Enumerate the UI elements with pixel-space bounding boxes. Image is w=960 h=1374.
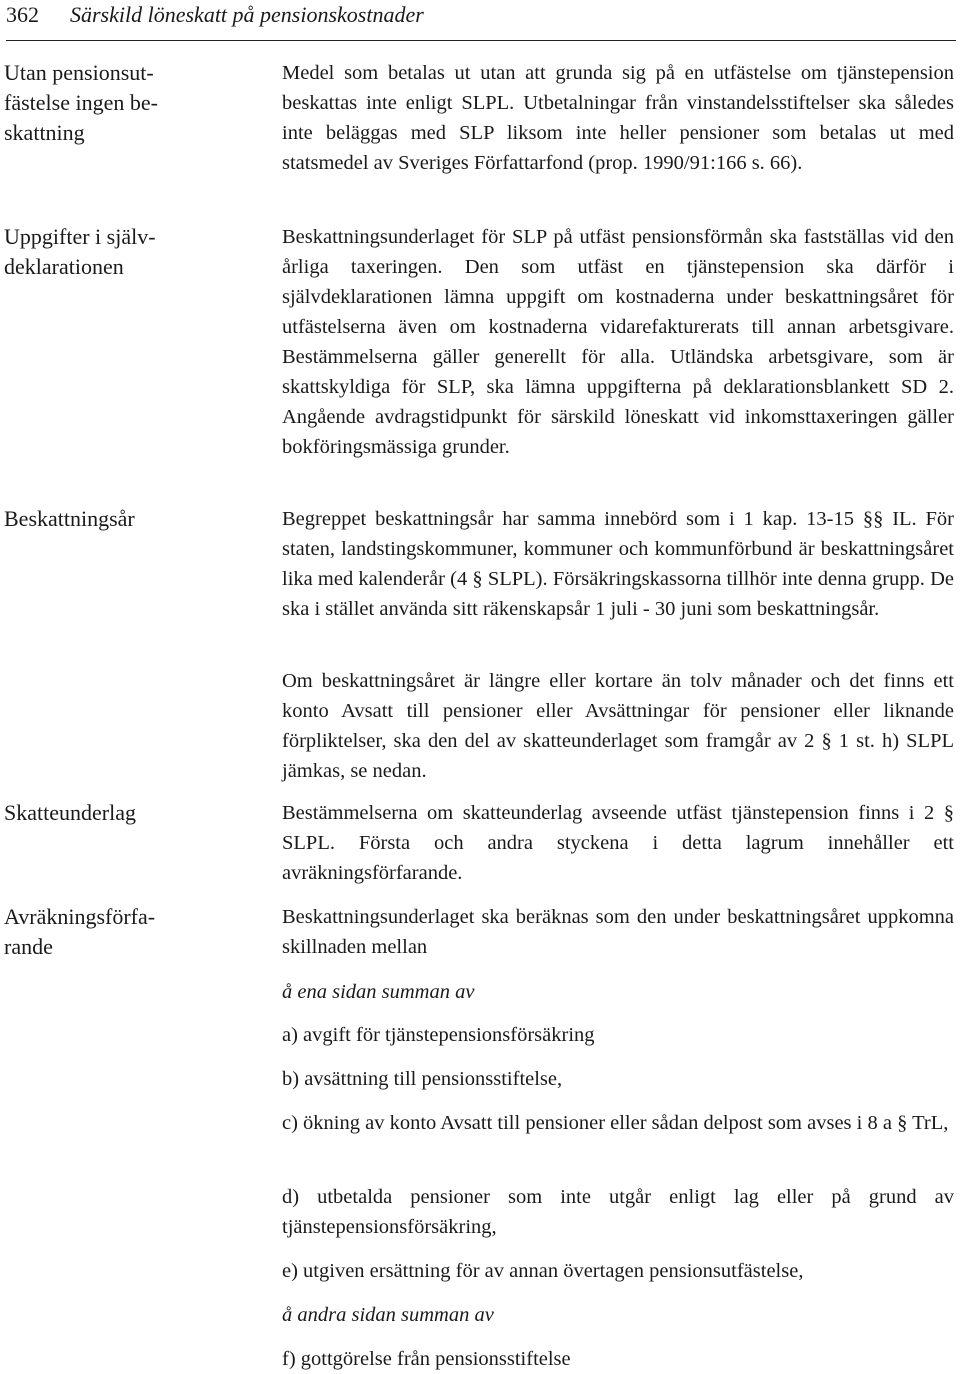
margin-heading-uppgifter: Uppgifter i själv- deklarationen: [4, 224, 156, 279]
margin-heading-beskattningsar: Beskattningsår: [4, 506, 135, 531]
list-item: a) avgift för tjänstepensionsförsäkring: [282, 1024, 595, 1046]
running-header: [6, 0, 956, 41]
list-intro-two: å andra sidan summan av: [282, 1304, 494, 1326]
paragraph-utan-pensionsutfastelse: Medel som betalas ut utan att grunda sig på en utfästelse om tjänstepension beskattas inte enligt SLPL. Utbetalningar från vinstandelsstiftelser ska således inte beläggas med SLP liksom inte heller pensioner som betalas ut med statsmedel av Sveriges Författarfond (prop. 1990/91:166 s. 66).: [282, 62, 954, 174]
paragraph-beskattningsar: Begreppet beskattningsår har samma innebörd som i 1 kap. 13-15 §§ IL. För staten, landstingskommuner, kommuner och kommunförbund är beskattningsåret lika med kalenderår (4 § SLPL). Försäkringskassorna tillhör inte denna grupp. De ska i stället använda sitt räkenskapsår 1 juli - 30 juni som beskattningsår.: [282, 508, 954, 620]
paragraph-uppgifter: Beskattningsunderlaget för SLP på utfäst pensionsförmån ska fastställas vid den årliga taxeringen. Den som utfäst en tjänstepension ska därför i självdeklarationen lämna uppgift om kostnaderna under beskattningsåret för utfästelserna även om kostnaderna vidarefakturerats till annan arbetsgivare. Bestämmelserna gäller generellt för alla. Utländska arbetsgivare, som är skattskyldiga för SLP, ska lämna uppgifterna på deklarationsblankett SD 2. Angående avdragstidpunkt för särskild löneskatt vid inkomsttaxeringen gäller bokföringsmässiga grunder.: [282, 226, 954, 458]
list-item: c) ökning av konto Avsatt till pensioner eller sådan delpost som avses i 8 a § TrL,: [282, 1112, 949, 1134]
list-item: e) utgiven ersättning för av annan övertagen pensionsutfästelse,: [282, 1260, 804, 1282]
running-title: Särskild löneskatt på pensionskostnader: [70, 2, 424, 27]
page-number: 362: [6, 2, 39, 27]
margin-heading-avrakningsforfarande: Avräkningsförfa- rande: [4, 904, 156, 959]
list-item: b) avsättning till pensionsstiftelse,: [282, 1068, 563, 1090]
list-item: f) gottgörelse från pensionsstiftelse: [282, 1348, 571, 1370]
paragraph-avrakningsforfarande: Beskattningsunderlaget ska beräknas som den under beskattningsåret uppkomna skillnaden mellan: [282, 906, 954, 958]
margin-heading-utan-pensionsutfastelse: Utan pensionsut- fästelse ingen be- skattning: [4, 60, 158, 145]
list-intro-one: å ena sidan summan av: [282, 981, 475, 1003]
paragraph-beskattningsar-langd: Om beskattningsåret är längre eller kortare än tolv månader och det finns ett konto Avsatt till pensioner eller Avsättningar för pensioner eller liknande förpliktelser, ska den del av skatteunderlaget som framgår av 2 § 1 st. h) SLPL jämkas, se nedan.: [282, 670, 954, 782]
list-item: d) utbetalda pensioner som inte utgår enligt lag eller på grund av tjänstepensionsförsäkring,: [282, 1186, 954, 1238]
paragraph-skatteunderlag: Bestämmelserna om skatteunderlag avseende utfäst tjänstepension finns i 2 § SLPL. Första och andra styckena i detta lagrum innehåller ett avräkningsförfarande.: [282, 802, 954, 884]
margin-heading-skatteunderlag: Skatteunderlag: [4, 800, 136, 825]
